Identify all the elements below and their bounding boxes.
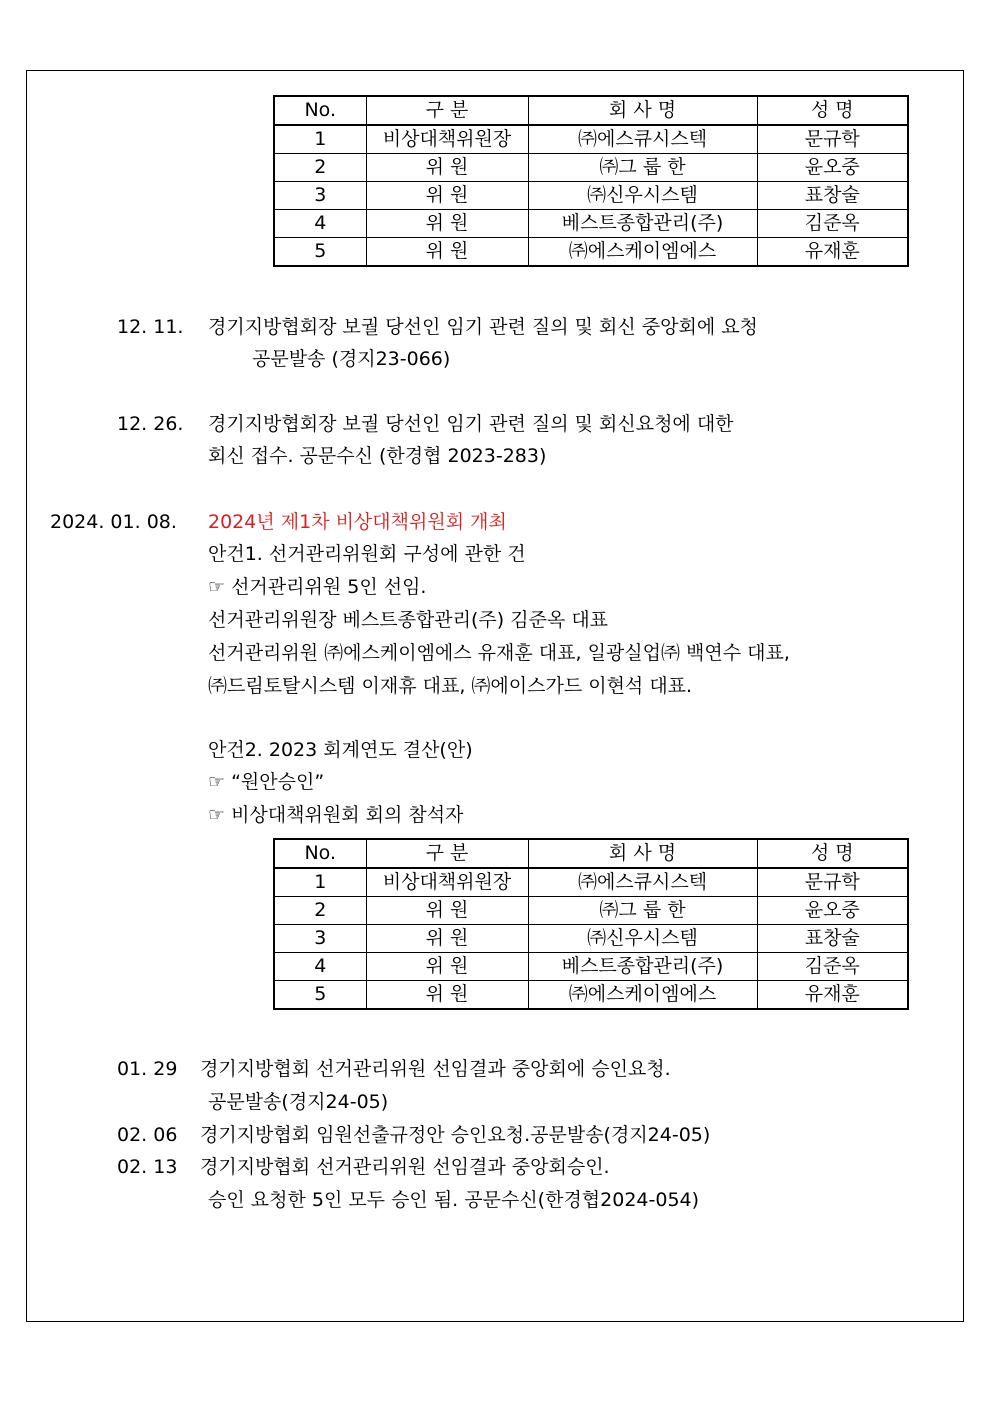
header-company: 회 사 명 bbox=[528, 839, 757, 868]
header-company: 회 사 명 bbox=[528, 96, 757, 125]
entry-date: 02. 06 bbox=[117, 1124, 178, 1146]
entry-text: 경기지방협회 선거관리위원 선임결과 중앙회에 승인요청. bbox=[200, 1058, 671, 1080]
header-no: No. bbox=[274, 839, 366, 868]
cell-company: ㈜에스케이엠에스 bbox=[528, 981, 757, 1010]
cell-category: 비상대책위원장 bbox=[366, 125, 528, 154]
cell-name: 윤오중 bbox=[757, 154, 908, 182]
cell-company: ㈜에스큐시스텍 bbox=[528, 868, 757, 897]
entry-text: 회신 접수. 공문수신 (한경협 2023-283) bbox=[208, 445, 547, 467]
cell-company: ㈜그 룹 한 bbox=[528, 154, 757, 182]
cell-name: 김준옥 bbox=[757, 953, 908, 981]
cell-category: 위 원 bbox=[366, 154, 528, 182]
cell-category: 위 원 bbox=[366, 897, 528, 925]
cell-no: 3 bbox=[274, 182, 366, 210]
cell-company: ㈜신우시스템 bbox=[528, 925, 757, 953]
table-row bbox=[274, 981, 908, 1010]
entry-date: 2024. 01. 08. bbox=[50, 511, 177, 533]
cell-category: 비상대책위원장 bbox=[366, 868, 528, 897]
cell-category: 위 원 bbox=[366, 953, 528, 981]
header-category: 구 분 bbox=[366, 839, 528, 868]
cell-no: 5 bbox=[274, 238, 366, 267]
table-row bbox=[274, 125, 908, 154]
header-name: 성 명 bbox=[757, 96, 908, 125]
table-row bbox=[274, 210, 908, 238]
entry-text: 공문발송 (경지23-066) bbox=[252, 348, 451, 370]
cell-name: 표창술 bbox=[757, 182, 908, 210]
cell-name: 문규학 bbox=[757, 125, 908, 154]
entry-text: 경기지방협회장 보궐 당선인 임기 관련 질의 및 회신요청에 대한 bbox=[208, 413, 734, 435]
entry-text: 경기지방협회 임원선출규정안 승인요청.공문발송(경지24-05) bbox=[200, 1124, 711, 1146]
cell-category: 위 원 bbox=[366, 925, 528, 953]
table-row bbox=[274, 182, 908, 210]
cell-no: 4 bbox=[274, 210, 366, 238]
cell-category: 위 원 bbox=[366, 182, 528, 210]
entry-text: 경기지방협회장 보궐 당선인 임기 관련 질의 및 회신 중앙회에 요청 bbox=[208, 316, 758, 338]
entry-date: 12. 26. bbox=[117, 413, 184, 435]
cell-name: 윤오중 bbox=[757, 897, 908, 925]
table-header-row bbox=[274, 839, 908, 868]
cell-category: 위 원 bbox=[366, 238, 528, 267]
committee-table-2 bbox=[273, 838, 909, 1010]
table-row bbox=[274, 897, 908, 925]
entry-date: 02. 13 bbox=[117, 1156, 178, 1178]
agenda-detail: ㈜드림토탈시스템 이재휴 대표, ㈜에이스가드 이현석 대표. bbox=[208, 675, 693, 697]
cell-company: ㈜그 룹 한 bbox=[528, 897, 757, 925]
entry-date: 12. 11. bbox=[117, 316, 184, 338]
agenda-detail: ☞ “원안승인” bbox=[208, 771, 325, 793]
cell-company: ㈜에스큐시스텍 bbox=[528, 125, 757, 154]
cell-no: 1 bbox=[274, 125, 366, 154]
meeting-title: 2024년 제1차 비상대책위원회 개최 bbox=[208, 511, 507, 533]
cell-category: 위 원 bbox=[366, 981, 528, 1010]
header-category: 구 분 bbox=[366, 96, 528, 125]
entry-text: 경기지방협회 선거관리위원 선임결과 중앙회승인. bbox=[200, 1156, 610, 1178]
cell-no: 2 bbox=[274, 154, 366, 182]
cell-name: 김준옥 bbox=[757, 210, 908, 238]
agenda-detail: 선거관리위원 ㈜에스케이엠에스 유재훈 대표, 일광실업㈜ 백연수 대표, bbox=[208, 642, 790, 664]
cell-no: 4 bbox=[274, 953, 366, 981]
agenda-item: 안건1. 선거관리위원회 구성에 관한 건 bbox=[208, 543, 526, 565]
table-row bbox=[274, 925, 908, 953]
cell-company: 베스트종합관리(주) bbox=[528, 210, 757, 238]
cell-no: 1 bbox=[274, 868, 366, 897]
cell-name: 유재훈 bbox=[757, 981, 908, 1010]
table-row bbox=[274, 953, 908, 981]
agenda-detail: ☞ 비상대책위원회 회의 참석자 bbox=[208, 804, 464, 826]
table-row bbox=[274, 238, 908, 267]
entry-text: 승인 요청한 5인 모두 승인 됨. 공문수신(한경협2024-054) bbox=[208, 1189, 700, 1211]
agenda-item: 안건2. 2023 회계연도 결산(안) bbox=[208, 739, 473, 761]
cell-name: 표창술 bbox=[757, 925, 908, 953]
committee-table-1 bbox=[273, 95, 909, 267]
agenda-detail: 선거관리위원장 베스트종합관리(주) 김준옥 대표 bbox=[208, 609, 609, 631]
entry-date: 01. 29 bbox=[117, 1058, 178, 1080]
cell-no: 2 bbox=[274, 897, 366, 925]
header-name: 성 명 bbox=[757, 839, 908, 868]
cell-company: ㈜신우시스템 bbox=[528, 182, 757, 210]
cell-company: 베스트종합관리(주) bbox=[528, 953, 757, 981]
table-row bbox=[274, 868, 908, 897]
cell-company: ㈜에스케이엠에스 bbox=[528, 238, 757, 267]
cell-name: 유재훈 bbox=[757, 238, 908, 267]
table-row bbox=[274, 154, 908, 182]
cell-name: 문규학 bbox=[757, 868, 908, 897]
table-header-row bbox=[274, 96, 908, 125]
cell-no: 3 bbox=[274, 925, 366, 953]
header-no: No. bbox=[274, 96, 366, 125]
entry-text: 공문발송(경지24-05) bbox=[208, 1091, 389, 1113]
agenda-detail: ☞ 선거관리위원 5인 선임. bbox=[208, 576, 427, 598]
cell-category: 위 원 bbox=[366, 210, 528, 238]
cell-no: 5 bbox=[274, 981, 366, 1010]
